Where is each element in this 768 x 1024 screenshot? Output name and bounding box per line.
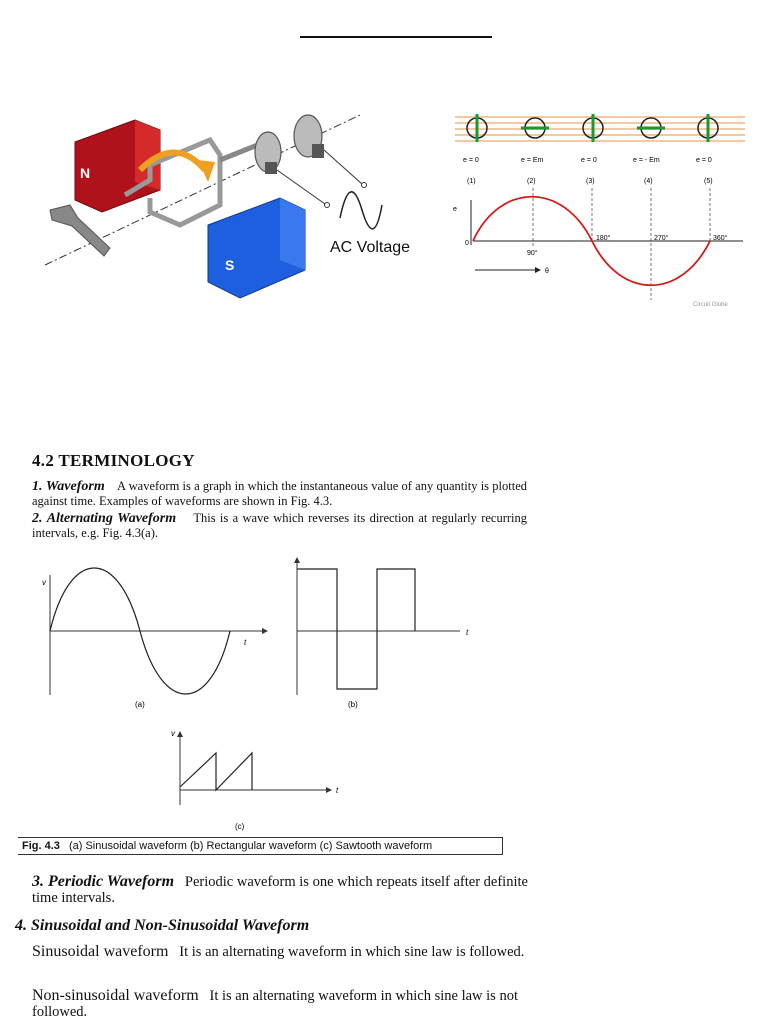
sawtooth-waveform xyxy=(171,729,339,831)
figure-4-3 xyxy=(30,555,500,835)
term-waveform xyxy=(32,479,527,508)
axis-t-c: t xyxy=(336,786,339,795)
sinusoidal-heading: 4. Sinusoidal and Non-Sinusoidal Waveform xyxy=(15,917,310,934)
term-waveform-text: A waveform is a graph in which the instantaneous value of any quantity is plotted against time. Examples of waveforms are shown in Fig. 4.3. xyxy=(32,479,527,508)
ac-voltage-label: AC Voltage xyxy=(330,239,411,256)
figure-caption-number: Fig. 4.3 xyxy=(22,840,60,852)
axis-v-c: v xyxy=(171,729,175,738)
south-magnet-face xyxy=(280,198,305,270)
term-periodic-text: Periodic waveform is one which repeats itself after definite time intervals. xyxy=(32,874,528,906)
term-periodic xyxy=(32,874,529,906)
angle-label-180: 180° xyxy=(596,235,611,242)
emf-label-4: e = - Em xyxy=(633,157,660,164)
term-alternating-title: 2. Alternating Waveform xyxy=(32,511,177,526)
fig-label-c: (c) xyxy=(235,822,245,831)
term-sinusoidal-title: Sinusoidal waveform xyxy=(32,943,169,960)
terminal-1 xyxy=(325,203,330,208)
rectangular-waveform xyxy=(294,557,469,709)
position-label-3: (3) xyxy=(586,178,595,185)
axis-v-a: v xyxy=(42,578,46,587)
south-label: S xyxy=(225,257,235,273)
terminal-2 xyxy=(362,183,367,188)
angle-label-360: 360° xyxy=(713,235,728,242)
section-title: 4.2 TERMINOLOGY xyxy=(32,451,195,470)
term-non-sinusoidal-text: It is an alternating waveform in which sine law is not followed. xyxy=(32,988,518,1020)
ac-generator-illustration xyxy=(40,100,440,300)
output-wire-2 xyxy=(324,150,362,184)
figure-caption-text: (a) Sinusoidal waveform (b) Rectangular waveform (c) Sawtooth waveform xyxy=(68,840,433,852)
north-label: N xyxy=(80,165,91,181)
term-periodic-title: 3. Periodic Waveform xyxy=(32,873,175,890)
credit-watermark: Circuit Globe xyxy=(693,302,728,308)
term-non-sinusoidal xyxy=(32,988,529,1020)
position-label-4: (4) xyxy=(644,178,653,185)
e-axis-label: e xyxy=(453,206,457,213)
angle-label-90: 90° xyxy=(527,250,538,257)
emf-label-1: e = 0 xyxy=(463,157,479,164)
figure-caption xyxy=(18,837,503,855)
sinusoidal-waveform xyxy=(42,568,268,709)
brush-1 xyxy=(265,162,277,174)
position-label-1: (1) xyxy=(467,178,476,185)
term-sinusoidal-text: It is an alternating waveform in which sine law is followed. xyxy=(179,944,525,960)
ac-wave-icon xyxy=(340,192,382,229)
emf-label-3: e = 0 xyxy=(581,157,597,164)
angle-label-270: 270° xyxy=(654,235,669,242)
term-waveform-title: 1. Waveform xyxy=(32,479,105,494)
position-label-5: (5) xyxy=(704,178,713,185)
position-label-2: (2) xyxy=(527,178,536,185)
emf-label-2: e = Em xyxy=(521,157,544,164)
theta-label: θ xyxy=(545,268,549,275)
term-non-sinusoidal-title: Non-sinusoidal waveform xyxy=(32,987,199,1004)
rotation-arrow-head xyxy=(198,160,215,182)
top-rule xyxy=(300,36,492,38)
fig-label-b: (b) xyxy=(348,700,358,709)
term-alternating xyxy=(32,511,527,540)
emf-label-5: e = 0 xyxy=(696,157,712,164)
axis-t-a: t xyxy=(244,638,247,647)
axis-t-b: t xyxy=(466,628,469,637)
output-wire-1 xyxy=(277,170,325,204)
brush-2 xyxy=(312,144,324,158)
fig-label-a: (a) xyxy=(135,700,145,709)
term-sinusoidal xyxy=(32,944,529,960)
origin-label: 0 xyxy=(465,240,469,247)
term-alternating-text: This is a wave which reverses its direction at regularly recurring intervals, e.g. Fig. 4.3(a). xyxy=(32,511,528,540)
emf-phase-diagram xyxy=(455,100,755,320)
